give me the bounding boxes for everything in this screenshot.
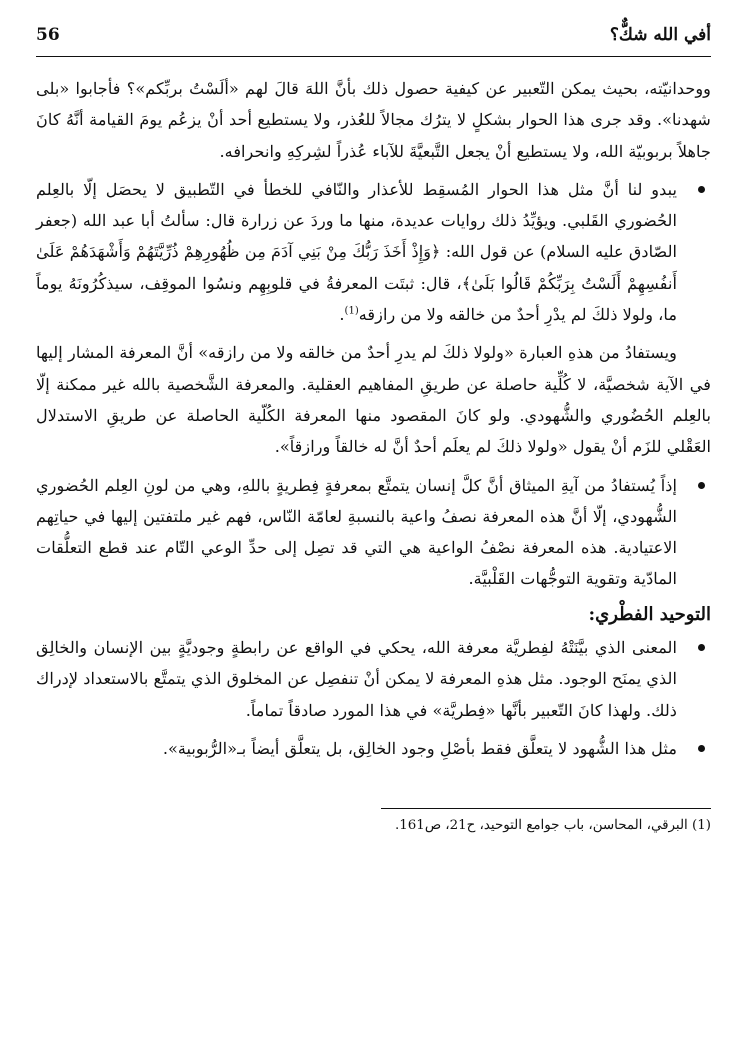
page-number: 56 bbox=[36, 25, 60, 45]
bullet-item-covenant bbox=[36, 470, 711, 595]
footnote: (1) البرقي، المحاسن، باب جوامع التوحيد، ح21، ص161. bbox=[395, 818, 711, 834]
section-heading: التوحيد الفطْري: bbox=[588, 603, 711, 625]
book-page bbox=[36, 14, 711, 1039]
footnote-ref[interactable]: (1) bbox=[344, 305, 359, 317]
bullet-text-lordship: مثل هذا الشُّهود لا يتعلَّق فقط بأصْلِ وجود الخالِق، بل يتعلَّق أيضاً بـ«الرُّبوبية». bbox=[162, 738, 677, 758]
paragraph-1: ووحدانيّته، بحيث يمكن التّعبير عن كيفية حصول ذلك بأنَّ اللهَ قالَ لهم «ألَسْتُ بربِّكم»؟ فأجابوا «بلى شهدنا». وقد جرى هذا الحوار بشكلٍ لا يترُك مجالاً للعُذر، ولا يستطيع أحد أنْ يزعُم يومَ القيامة أنَّهُ كانَ جاهلاً بربوبيّة الله، ولا يستطيع أنْ يجعل التَّبعيَّةَ للآباء عُذراً لشِركِهِ وانحرافه. bbox=[36, 79, 711, 161]
bullet-list-3 bbox=[36, 632, 711, 764]
paragraph-2: ويستفادُ من هذهِ العبارة «ولولا ذلكَ لم يدرِ أحدٌ من خالقه ولا من رازقه» أنَّ المعرفة المشار إليها في الآية شخصيَّة، لا كُلِّية حاصلة عن طريقِ المفاهيم العقلية. والمعرفة الشَّخصية بالله غير ممكنة إلّا بالعِلم الحُضُوري والشُّهودي. ولو كانَ المقصود منها المعرفة الكُلّية الحاصلة عن طريقِ الاستدلال العَقْلي للزَم أنْ يقول «ولولا ذلكَ لم يعلَم أحدٌ أنَّ له خالقاً ورازقاً». bbox=[36, 343, 711, 457]
footnote-divider bbox=[381, 808, 711, 809]
bullet-item-lordship bbox=[36, 733, 711, 764]
bullet-text-dialogue: يبدو لنا أنَّ مثل هذا الحوار المُسقِط للأعذار والنّافي للخطأ في التّطبيق لا يحصَل إلّا بالعِلم الحُضوري القَلبي. ويؤيِّدُ ذلك روايات عديدة، منها ما وردَ عن زرارة قال: سألتُ أبا عبد الله (جعفر الصّادق عليه السلام) عن قول الله: ﴿وَإِذْ أَخَذَ رَبُّكَ مِنْ بَنِي آدَمَ مِن ظُهُورِهِمْ ذُرِّيَّتَهُمْ وَأَشْهَدَهُمْ عَلَىٰ أَنفُسِهِمْ أَلَسْتُ بِرَبِّكُمْ قَالُوا بَلَىٰ﴾، قال: ثبتَت المعرفةُ في قلوبِهِم ونسُوا الموقِف، سيذكُرُونَهُ يوماً ما، ولولا ذلكَ لم يدْرِ أحدٌ من خالقه ولا من رازقه bbox=[36, 179, 677, 325]
running-title: أفي الله شكٌّ؟ bbox=[609, 25, 711, 45]
bullet-list-2 bbox=[36, 470, 711, 595]
bullet-item-dialogue: يبدو لنا أنَّ مثل هذا الحوار المُسقِط للأعذار والنّافي للخطأ في التّطبيق لا يحصَل إلّا بالعِلم الحُضوري القَلبي. ويؤيِّدُ ذلك روايات عديدة، منها ما وردَ عن زرارة قال: سألتُ أبا عبد الله (جعفر الصّادق عليه السلام) عن قول الله: ﴿وَإِذْ أَخَذَ رَبُّكَ مِنْ بَنِي آدَمَ مِن ظُهُورِهِمْ ذُرِّيَّتَهُمْ وَأَشْهَدَهُمْ عَلَىٰ أَنفُسِهِمْ أَلَسْتُ بِرَبِّكُمْ قَالُوا بَلَىٰ﴾، قال: ثبتَت المعرفةُ في قلوبِهِم ونسُوا الموقِف، سيذكُرُونَهُ يوماً ما، ولولا ذلكَ لم يدْرِ أحدٌ من خالقه ولا من رازقه$^{(1)}$. bbox=[36, 174, 711, 330]
page-body bbox=[36, 73, 711, 837]
bullet-text-covenant: إذاً يُستفادُ من آيةِ الميثاق أنَّ كلَّ إنسان يتمتَّع بمعرفةٍ فِطريةٍ باللهِ، وهي من لونِ العِلم الحُضوري الشُّهودي، إلّا أنَّ هذه المعرفة نصفُ واعية بالنسبةِ لعامّة النّاس، فهم غير ملتفتين إليها في حياتِهم الاعتيادية. هذه المعرفة نصْفُ الواعية هي التي قد تصِل إلى حدِّ الوعي التّام عند قطع التعلُّقات المادّية وتقوية التوجُّهات القَلْبيَّة. bbox=[36, 475, 677, 589]
bullet-list-1 bbox=[36, 174, 711, 330]
bullet-item-innate bbox=[36, 632, 711, 726]
bullet-text-innate: المعنى الذي بيَّنَتْهُ لفِطريَّة معرفة الله، يحكي في الواقع عن رابطةٍ وجوديَّةٍ بين الإنسان والخالِق الذي يمنَح الوجود. مثل هذهِ المعرفة لا يمكن أنْ تنفصِل عن المخلوق الذي يتمتَّع بالاستعداد لإدراك ذلك. ولهذا كانَ التّعبير بأنَّها «فِطريَّة» في هذا المورد صادقاً تماماً. bbox=[36, 638, 677, 720]
page-header bbox=[36, 14, 711, 57]
